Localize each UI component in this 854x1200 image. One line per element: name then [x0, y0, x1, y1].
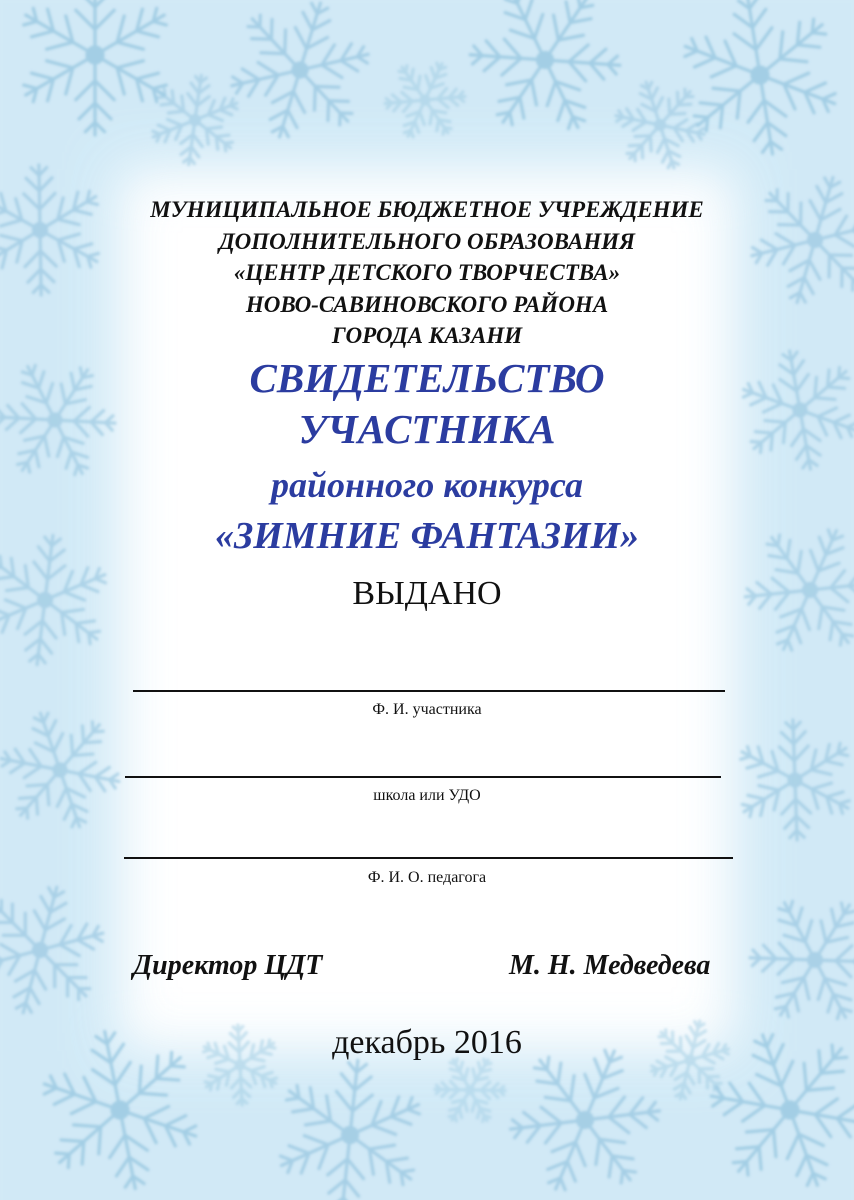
header-line-1: МУНИЦИПАЛЬНОЕ БЮДЖЕТНОЕ УЧРЕЖДЕНИЕ — [150, 197, 704, 222]
teacher-name-caption: Ф. И. О. педагога — [367, 869, 487, 886]
participant-name-line — [133, 690, 725, 692]
header-line-4: НОВО-САВИНОВСКОГО РАЙОНА — [245, 291, 609, 317]
issued-label: ВЫДАНО — [352, 575, 502, 612]
participant-name-caption: Ф. И. участника — [372, 701, 482, 718]
issue-date: декабрь 2016 — [332, 1024, 522, 1061]
contest-name: «ЗИМНИЕ ФАНТАЗИИ» — [214, 515, 640, 557]
header-line-2: ДОПОЛНИТЕЛЬНОГО ОБРАЗОВАНИЯ — [218, 228, 636, 254]
contest-subtitle: районного конкурса — [271, 465, 583, 505]
institution-header — [0, 194, 854, 352]
school-line — [125, 776, 721, 778]
header-line-3: «ЦЕНТР ДЕТСКОГО ТВОРЧЕСТВА» — [233, 260, 621, 285]
header-line-5: ГОРОДА КАЗАНИ — [331, 323, 523, 348]
teacher-name-line — [124, 857, 733, 859]
signature-name: М. Н. Медведева — [509, 950, 711, 981]
certificate-title-line-1: СВИДЕТЕЛЬСТВО — [249, 355, 605, 401]
certificate-title-line-2: УЧАСТНИКА — [298, 406, 556, 452]
school-caption: школа или УДО — [373, 787, 481, 804]
signature-position: Директор ЦДТ — [133, 950, 323, 981]
